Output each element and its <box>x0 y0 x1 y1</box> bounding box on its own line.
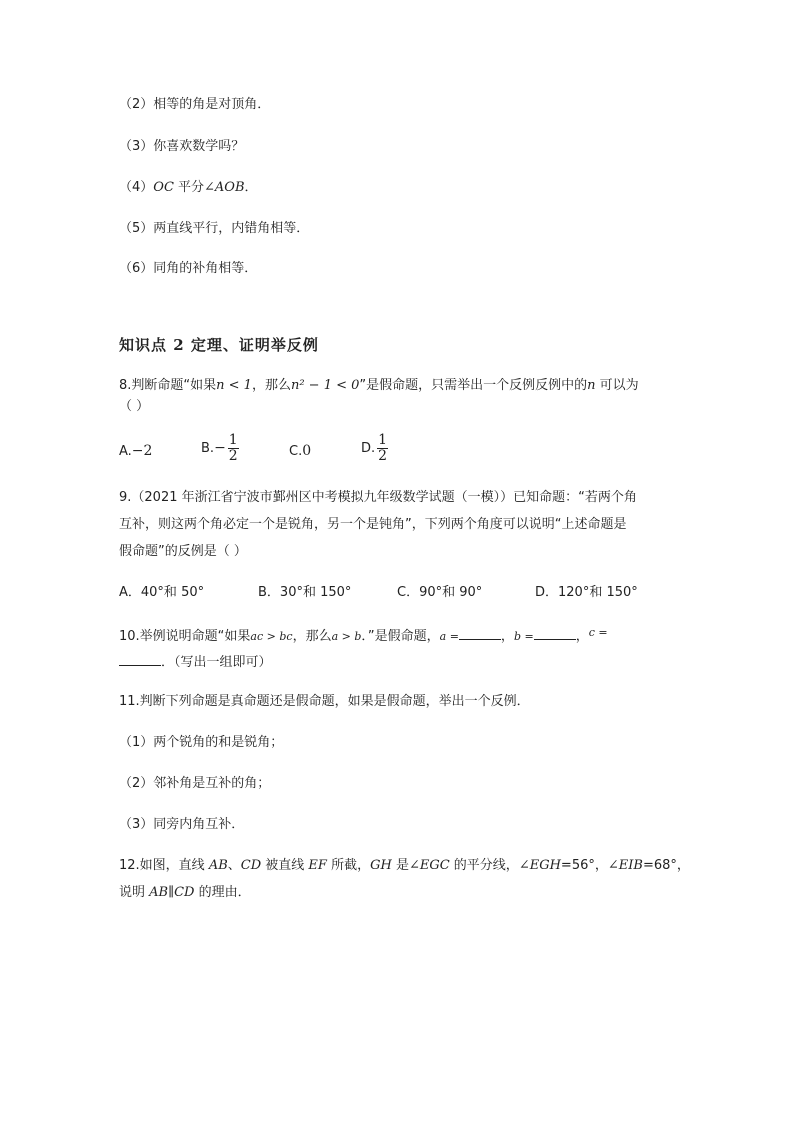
proposition-item-4 <box>119 179 258 197</box>
q10-conclusion: a > b <box>331 630 362 643</box>
fraction-numerator: 1 <box>378 432 388 448</box>
question-11-stem: 11.判断下列命题是真命题还是假命题，如果是假命题，举出一个反例． <box>119 694 530 709</box>
angle-egh: ∠EGH <box>518 858 561 873</box>
line-ab: AB <box>208 858 228 873</box>
option-value: 0 <box>302 443 312 459</box>
item-text: 平分 <box>173 180 205 195</box>
proposition-item-6: （6）同角的补角相等． <box>119 261 258 276</box>
fraction-denominator: 2 <box>228 448 238 464</box>
option-value: −2 <box>131 443 153 459</box>
angle-aob: ∠AOB <box>204 180 245 195</box>
fraction-denominator: 2 <box>378 448 388 464</box>
q10-b-label: b = <box>513 630 534 643</box>
q12-text: 的平分线， <box>449 858 519 873</box>
q11-item-3: （3）同旁内角互补． <box>119 817 245 832</box>
option-label: B. <box>201 441 215 456</box>
angle-eib: ∠EIB <box>607 858 643 873</box>
q10-mid: ，那么 <box>292 629 332 644</box>
option-label: A. <box>119 444 132 459</box>
q11-item-2: （2）邻补角是互补的角； <box>119 776 271 791</box>
question-12-line-2 <box>119 884 251 902</box>
segment-oc: OC <box>153 180 174 195</box>
section-heading: 知识点 2 定理、证明举反例 <box>119 336 319 354</box>
q8-option-c <box>289 442 311 461</box>
line-gh: GH <box>370 858 392 873</box>
q12-text: 被直线 <box>261 858 309 873</box>
q8-rest: ”是假命题，只需举出一个反例反例中的 <box>359 378 588 393</box>
q12-text: 、 <box>227 858 241 873</box>
q12-text: 12.如图，直线 <box>119 858 209 873</box>
q12-text: 的理由． <box>194 885 251 900</box>
line-cd: CD <box>240 858 262 873</box>
fraction-half <box>228 433 239 464</box>
answer-blank-a[interactable] <box>459 627 501 640</box>
question-8-stem <box>119 377 639 395</box>
q9-option-d: D．120°和 150° <box>535 585 638 600</box>
option-label: C. <box>289 444 303 459</box>
question-9-line-3: 假命题”的反例是（ ） <box>119 544 247 559</box>
q12-text: 是 <box>391 858 409 873</box>
option-label: D. <box>361 441 376 456</box>
q10-tail: ．（写出一组即可） <box>161 655 272 670</box>
q9-option-b: B．30°和 150° <box>258 585 352 600</box>
q8-conclusion: n² − 1 < 0 <box>290 378 360 393</box>
q12-text: =68°， <box>642 858 690 873</box>
q12-text: =56°， <box>560 858 608 873</box>
q8-option-b <box>201 433 241 464</box>
proposition-item-2: （2）相等的角是对顶角． <box>119 97 271 112</box>
q9-option-c: C．90°和 90° <box>397 585 483 600</box>
q8-var: n <box>587 378 596 393</box>
q8-option-d <box>361 433 390 464</box>
item-end: ． <box>244 180 258 195</box>
q10-sep: ， <box>500 629 514 644</box>
question-8-paren: （ ） <box>119 399 150 414</box>
angle-egc: ∠EGC <box>408 858 450 873</box>
fraction-half <box>377 433 388 464</box>
q10-sep: ， <box>575 629 589 644</box>
q10-a-label: a = <box>439 630 459 643</box>
answer-blank-b[interactable] <box>534 627 576 640</box>
q8-tail: 可以为 <box>595 378 639 393</box>
q10-rest: ．”是假命题， <box>361 629 440 644</box>
question-10-line-2 <box>119 653 272 672</box>
q9-option-a: A．40°和 50° <box>119 585 205 600</box>
option-sign: − <box>214 440 226 456</box>
fraction-numerator: 1 <box>228 432 238 448</box>
q12-text: 说明 <box>119 885 150 900</box>
q11-item-1: （1）两个锐角的和是锐角； <box>119 735 284 750</box>
question-9-line-1: 9.（2021 年浙江省宁波市鄞州区中考模拟九年级数学试题（一模））已知命题：“若两个角 <box>119 490 637 505</box>
question-12-line-1 <box>119 857 690 875</box>
q8-mid: ，那么 <box>251 378 291 393</box>
q10-condition: ac > bc <box>250 630 293 643</box>
q10-c-label: c = <box>588 626 608 639</box>
question-10-line-1 <box>119 624 608 646</box>
item-number: （4） <box>119 180 154 195</box>
q12-text: 所截， <box>326 858 371 873</box>
q8-condition: n < 1 <box>216 378 252 393</box>
q8-option-a <box>119 442 152 461</box>
q8-prefix: 8.判断命题“如果 <box>119 378 217 393</box>
proposition-item-3: （3）你喜欢数学吗？ <box>119 139 245 154</box>
line-ef: EF <box>308 858 327 873</box>
q10-prefix: 10.举例说明命题“如果 <box>119 629 251 644</box>
parallel-ab-cd: AB∥CD <box>149 885 195 900</box>
answer-blank-c[interactable] <box>119 653 161 666</box>
question-9-line-2: 互补，则这两个角必定一个是锐角，另一个是钝角”，下列两个角度可以说明“上述命题是 <box>119 517 627 532</box>
proposition-item-5: （5）两直线平行，内错角相等． <box>119 221 310 236</box>
